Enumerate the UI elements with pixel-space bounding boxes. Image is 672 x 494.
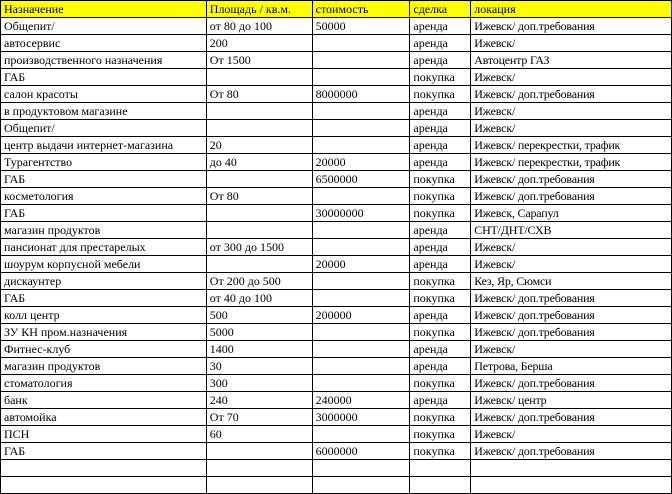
cell-area[interactable]: 200 (206, 35, 312, 52)
cell-price[interactable] (312, 103, 410, 120)
cell-deal[interactable]: аренда (410, 52, 471, 69)
cell-area[interactable]: От 1500 (206, 52, 312, 69)
cell-location[interactable]: Ижевск/ доп.требования (471, 409, 672, 426)
table-row (1, 443, 672, 460)
cell-location[interactable]: Ижевск/ (471, 35, 672, 52)
cell-area[interactable]: 30 (206, 358, 312, 375)
table-row (1, 103, 672, 120)
cell-location[interactable]: Кез, Яр, Сюмси (471, 273, 672, 290)
cell-deal[interactable]: аренда (410, 154, 471, 171)
cell-purpose[interactable]: шоурум корпусной мебели (1, 256, 207, 273)
cell-deal[interactable]: аренда (410, 222, 471, 239)
empty-row (1, 460, 672, 477)
cell-deal[interactable]: покупка (410, 409, 471, 426)
cell-deal[interactable]: покупка (410, 273, 471, 290)
cell-area[interactable]: от 40 до 100 (206, 290, 312, 307)
cell-price[interactable]: 6500000 (312, 171, 410, 188)
cell-purpose[interactable]: ГАБ (1, 205, 207, 222)
cell-price[interactable]: 50000 (312, 18, 410, 35)
cell-deal[interactable]: покупка (410, 171, 471, 188)
cell-deal[interactable]: аренда (410, 103, 471, 120)
cell-deal[interactable]: аренда (410, 137, 471, 154)
cell-deal[interactable]: аренда (410, 256, 471, 273)
cell-location[interactable]: Ижевск/ (471, 120, 672, 137)
cell-purpose[interactable]: пансионат для престарелых (1, 239, 207, 256)
cell-purpose[interactable]: Общепит/ (1, 120, 207, 137)
table-row (1, 290, 672, 307)
cell-price[interactable] (312, 52, 410, 69)
table-row (1, 188, 672, 205)
cell-deal[interactable]: покупка (410, 426, 471, 443)
cell-deal[interactable]: аренда (410, 35, 471, 52)
cell-deal[interactable]: покупка (410, 188, 471, 205)
empty-cell[interactable] (471, 477, 672, 494)
cell-purpose[interactable]: магазин продуктов (1, 222, 207, 239)
cell-purpose[interactable]: косметология (1, 188, 207, 205)
cell-price[interactable] (312, 358, 410, 375)
cell-deal[interactable]: аренда (410, 120, 471, 137)
cell-purpose[interactable]: автосервис (1, 35, 207, 52)
cell-purpose[interactable]: магазин продуктов (1, 358, 207, 375)
cell-purpose[interactable]: ГАБ (1, 171, 207, 188)
cell-area[interactable]: От 80 (206, 188, 312, 205)
cell-purpose[interactable]: салон красоты (1, 86, 207, 103)
cell-location[interactable]: Автоцентр ГАЗ (471, 52, 672, 69)
cell-area[interactable] (206, 256, 312, 273)
cell-location[interactable]: Ижевск/ доп.требования (471, 171, 672, 188)
cell-price[interactable]: 200000 (312, 307, 410, 324)
cell-purpose[interactable]: ГАБ (1, 290, 207, 307)
cell-purpose[interactable]: банк (1, 392, 207, 409)
cell-area[interactable]: 20 (206, 137, 312, 154)
cell-price[interactable]: 20000 (312, 256, 410, 273)
cell-area[interactable] (206, 103, 312, 120)
cell-deal[interactable]: аренда (410, 239, 471, 256)
cell-location[interactable]: Ижевск/ доп.требования (471, 443, 672, 460)
header-cell-deal[interactable]: сделка (410, 1, 471, 18)
cell-price[interactable] (312, 188, 410, 205)
cell-location[interactable]: Ижевск/ доп.требования (471, 375, 672, 392)
cell-price[interactable] (312, 137, 410, 154)
header-cell-price[interactable]: стоимость (312, 1, 410, 18)
cell-deal[interactable]: аренда (410, 341, 471, 358)
cell-price[interactable] (312, 273, 410, 290)
cell-location[interactable]: Ижевск/ (471, 69, 672, 86)
table-row (1, 375, 672, 392)
cell-location[interactable]: Ижевск, Сарапул (471, 205, 672, 222)
table-body (1, 18, 672, 494)
cell-purpose[interactable]: стоматология (1, 375, 207, 392)
table-row (1, 137, 672, 154)
empty-cell[interactable] (410, 477, 471, 494)
empty-row (1, 477, 672, 494)
cell-purpose[interactable]: автомойка (1, 409, 207, 426)
cell-purpose[interactable]: Фитнес-клуб (1, 341, 207, 358)
cell-purpose[interactable]: производственного назначения (1, 52, 207, 69)
cell-purpose[interactable]: дискаунтер (1, 273, 207, 290)
cell-price[interactable] (312, 426, 410, 443)
header-cell-location[interactable]: локация (471, 1, 672, 18)
cell-purpose[interactable]: ПСН (1, 426, 207, 443)
table-row (1, 358, 672, 375)
cell-area[interactable]: 500 (206, 307, 312, 324)
cell-deal[interactable]: покупка (410, 69, 471, 86)
cell-area[interactable]: до 40 (206, 154, 312, 171)
cell-purpose[interactable]: ГАБ (1, 443, 207, 460)
cell-location[interactable]: Ижевск/ (471, 239, 672, 256)
empty-cell[interactable] (471, 460, 672, 477)
table-row (1, 86, 672, 103)
table-row (1, 273, 672, 290)
cell-location[interactable]: Ижевск/ (471, 341, 672, 358)
table-row (1, 392, 672, 409)
cell-price[interactable]: 240000 (312, 392, 410, 409)
cell-location[interactable]: Ижевск/ доп.требования (471, 290, 672, 307)
cell-purpose[interactable]: колл центр (1, 307, 207, 324)
cell-deal[interactable]: покупка (410, 443, 471, 460)
table-row (1, 171, 672, 188)
cell-deal[interactable]: покупка (410, 205, 471, 222)
cell-area[interactable]: 60 (206, 426, 312, 443)
cell-location[interactable]: Ижевск/ перекрестки, трафик (471, 137, 672, 154)
cell-price[interactable] (312, 69, 410, 86)
cell-location[interactable]: Ижевск/ доп.требования (471, 188, 672, 205)
table-row (1, 120, 672, 137)
cell-purpose[interactable]: Общепит/ (1, 18, 207, 35)
cell-area[interactable] (206, 120, 312, 137)
cell-purpose[interactable]: центр выдачи интернет-магазина (1, 137, 207, 154)
cell-area[interactable] (206, 69, 312, 86)
cell-price[interactable]: 30000000 (312, 205, 410, 222)
cell-price[interactable] (312, 290, 410, 307)
table-row (1, 426, 672, 443)
cell-area[interactable]: от 80 до 100 (206, 18, 312, 35)
table-row (1, 341, 672, 358)
table-row (1, 256, 672, 273)
cell-location[interactable]: Ижевск/ доп.требования (471, 86, 672, 103)
cell-area[interactable]: 5000 (206, 324, 312, 341)
empty-cell[interactable] (206, 460, 312, 477)
cell-purpose[interactable]: Турагентство (1, 154, 207, 171)
cell-area[interactable]: 1400 (206, 341, 312, 358)
cell-deal[interactable]: аренда (410, 392, 471, 409)
table-row (1, 18, 672, 35)
cell-area[interactable] (206, 222, 312, 239)
table-row (1, 205, 672, 222)
table-row (1, 239, 672, 256)
cell-deal[interactable]: аренда (410, 307, 471, 324)
cell-price[interactable] (312, 35, 410, 52)
cell-area[interactable]: От 70 (206, 409, 312, 426)
cell-location[interactable]: Ижевск/ доп.требования (471, 324, 672, 341)
cell-price[interactable]: 8000000 (312, 86, 410, 103)
cell-area[interactable]: 240 (206, 392, 312, 409)
table-row (1, 324, 672, 341)
cell-area[interactable]: От 80 (206, 86, 312, 103)
cell-deal[interactable]: покупка (410, 290, 471, 307)
cell-price[interactable]: 6000000 (312, 443, 410, 460)
cell-purpose[interactable]: в продуктовом магазине (1, 103, 207, 120)
cell-price[interactable] (312, 120, 410, 137)
table-row (1, 35, 672, 52)
cell-price[interactable]: 20000 (312, 154, 410, 171)
cell-location[interactable]: Ижевск/ доп.требования (471, 307, 672, 324)
cell-price[interactable] (312, 222, 410, 239)
cell-deal[interactable]: аренда (410, 18, 471, 35)
cell-deal[interactable]: аренда (410, 358, 471, 375)
table-row (1, 409, 672, 426)
header-cell-area[interactable]: Площадь / кв.м. (206, 1, 312, 18)
cell-location[interactable]: Ижевск/ (471, 256, 672, 273)
cell-deal[interactable]: покупка (410, 324, 471, 341)
cell-area[interactable] (206, 205, 312, 222)
cell-price[interactable] (312, 324, 410, 341)
table-row (1, 307, 672, 324)
empty-cell[interactable] (410, 460, 471, 477)
cell-location[interactable]: Петрова, Берша (471, 358, 672, 375)
empty-cell[interactable] (206, 477, 312, 494)
empty-cell[interactable] (312, 477, 410, 494)
cell-price[interactable] (312, 341, 410, 358)
table-row (1, 52, 672, 69)
cell-location[interactable]: Ижевск/ перекрестки, трафик (471, 154, 672, 171)
cell-location[interactable]: СНТ/ДНТ/СХВ (471, 222, 672, 239)
table-row (1, 154, 672, 171)
cell-area[interactable]: От 200 до 500 (206, 273, 312, 290)
cell-location[interactable]: Ижевск/ центр (471, 392, 672, 409)
header-row (1, 1, 672, 18)
cell-deal[interactable]: покупка (410, 86, 471, 103)
cell-deal[interactable]: покупка (410, 375, 471, 392)
cell-purpose[interactable]: ЗУ КН пром.назначения (1, 324, 207, 341)
cell-area[interactable]: от 300 до 1500 (206, 239, 312, 256)
cell-price[interactable]: 3000000 (312, 409, 410, 426)
table-row (1, 222, 672, 239)
cell-price[interactable] (312, 375, 410, 392)
empty-cell[interactable] (1, 477, 207, 494)
header-cell-purpose[interactable]: Назначение (1, 1, 207, 18)
cell-area[interactable]: 300 (206, 375, 312, 392)
empty-cell[interactable] (1, 460, 207, 477)
cell-location[interactable]: Ижевск/ (471, 426, 672, 443)
cell-purpose[interactable]: ГАБ (1, 69, 207, 86)
cell-price[interactable] (312, 239, 410, 256)
cell-area[interactable] (206, 171, 312, 188)
cell-area[interactable] (206, 443, 312, 460)
table-row (1, 69, 672, 86)
cell-location[interactable]: Ижевск/ (471, 103, 672, 120)
empty-cell[interactable] (312, 460, 410, 477)
cell-location[interactable]: Ижевск/ доп.требования (471, 18, 672, 35)
